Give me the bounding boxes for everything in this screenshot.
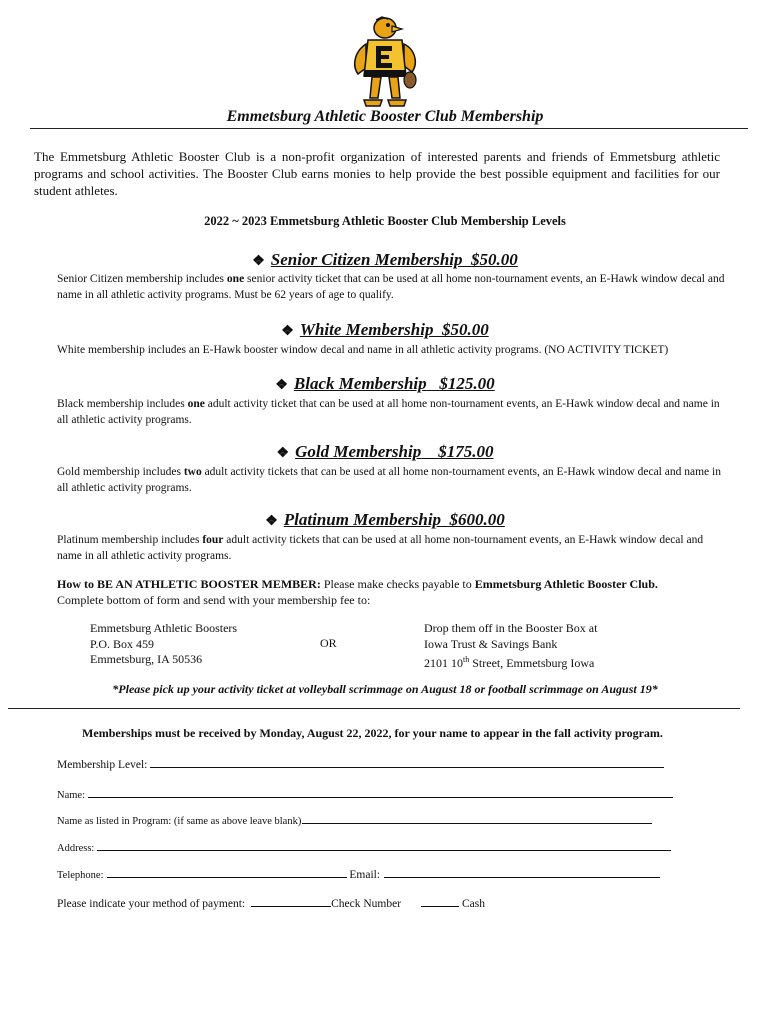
tier-name: Gold Membership — [295, 442, 422, 461]
program-name-row — [57, 812, 652, 827]
email-field[interactable] — [384, 866, 660, 878]
tier-heading-gold — [0, 442, 770, 462]
contact-row — [57, 866, 660, 881]
tier-description-gold: Gold membership includes two adult activity tickets that can be used at all home non-tournament events, an E-Hawk window decal and name in all athletic activity programs. — [57, 466, 721, 494]
payment-row — [57, 895, 485, 910]
deadline-notice: Memberships must be received by Monday, August 22, 2022, for your name to appear in the fall activity program. — [82, 726, 663, 740]
name-field[interactable] — [88, 786, 673, 798]
address-row — [57, 839, 671, 854]
tier-name: Senior Citizen Membership — [270, 250, 463, 269]
diamond-bullet-icon: ❖ — [276, 446, 290, 461]
page-title: Emmetsburg Athletic Booster Club Membership — [226, 108, 544, 125]
cash-field[interactable] — [421, 895, 459, 907]
telephone-label: Telephone: — [57, 870, 104, 881]
tier-heading-senior-citizen — [0, 250, 770, 270]
tier-description-senior-citizen: Senior Citizen membership includes one senior activity ticket that can be used at all home non-tournament events, an E-Hawk window decal and name in all athletic activity programs. Must be 62 years of age to qualify. — [57, 273, 725, 301]
email-label: Email: — [346, 869, 381, 881]
tier-name: Black Membership — [293, 374, 427, 393]
or-separator: OR — [320, 636, 337, 650]
membership-level-row — [57, 756, 664, 771]
payment-label: Please indicate your method of payment: — [57, 898, 246, 910]
name-row — [57, 786, 673, 801]
mailing-address: Emmetsburg Athletic Boosters P.O. Box 459 Emmetsburg, IA 50536 — [90, 621, 238, 666]
ehawk-mascot-logo — [348, 14, 422, 110]
name-label: Name: — [57, 790, 85, 801]
tier-name: Platinum Membership — [283, 510, 442, 529]
title-divider — [30, 128, 748, 129]
tier-description-platinum: Platinum membership includes four adult activity tickets that can be used at all home non-tournament events, an E-Hawk window decal and name in all athletic activity programs. — [57, 534, 704, 562]
address-field[interactable] — [97, 839, 671, 851]
cash-label: Cash — [461, 898, 485, 910]
check-label: Check Number — [331, 898, 402, 910]
tier-heading-platinum — [0, 510, 770, 530]
address-label: Address: — [57, 843, 95, 854]
program-name-field[interactable] — [302, 812, 652, 824]
tier-price: $175.00 — [438, 442, 494, 461]
tier-description-black: Black membership includes one adult activity ticket that can be used at all home non-tournament events, an E-Hawk window decal and name in all athletic activity programs. — [57, 398, 720, 426]
membership-level-label: Membership Level: — [57, 759, 148, 771]
how-to-label: How to BE AN ATHLETIC BOOSTER MEMBER: — [57, 577, 321, 591]
form-divider — [8, 708, 740, 709]
diamond-bullet-icon: ❖ — [252, 254, 265, 269]
tier-price: $125.00 — [439, 374, 495, 393]
pickup-note: *Please pick up your activity ticket at volleyball scrimmage on August 18 or football scrimmage on August 19* — [112, 682, 658, 696]
diamond-bullet-icon: ❖ — [265, 514, 278, 529]
drop-off-address: Drop them off in the Booster Box at Iowa Trust & Savings Bank 2101 10th Street, Emmetsburg Iowa — [424, 621, 598, 670]
check-number-field[interactable] — [251, 895, 331, 907]
intro-paragraph: The Emmetsburg Athletic Booster Club is a non-profit organization of interested parents and friends of Emmetsburg athletic programs and school activities. The Booster Club earns monies to help provide the best possible equipment and facilities for our student athletes. — [34, 149, 720, 198]
tier-heading-white — [0, 320, 770, 340]
tier-description-white: White membership includes an E-Hawk booster window decal and name in all athletic activity programs. (NO ACTIVITY TICKET) — [57, 344, 669, 356]
diamond-bullet-icon: ❖ — [275, 378, 288, 393]
tier-name: White Membership — [299, 320, 434, 339]
payee-name: Emmetsburg Athletic Booster Club. — [474, 577, 658, 591]
tier-price: $50.00 — [471, 250, 518, 269]
program-name-label: Name as listed in Program: (if same as above leave blank) — [57, 816, 302, 827]
tier-price: $600.00 — [449, 510, 505, 529]
tier-price: $50.00 — [441, 320, 489, 339]
membership-level-field[interactable] — [150, 756, 664, 768]
telephone-field[interactable] — [107, 866, 347, 878]
levels-heading: 2022 ~ 2023 Emmetsburg Athletic Booster Club Membership Levels — [204, 214, 566, 228]
how-to-join-instructions: How to BE AN ATHLETIC BOOSTER MEMBER: Please make checks payable to Emmetsburg Athletic Booster Club. Complete bottom of form and send with your membership fee to: — [57, 577, 658, 607]
tier-heading-black — [0, 374, 770, 394]
diamond-bullet-icon: ❖ — [281, 324, 294, 339]
